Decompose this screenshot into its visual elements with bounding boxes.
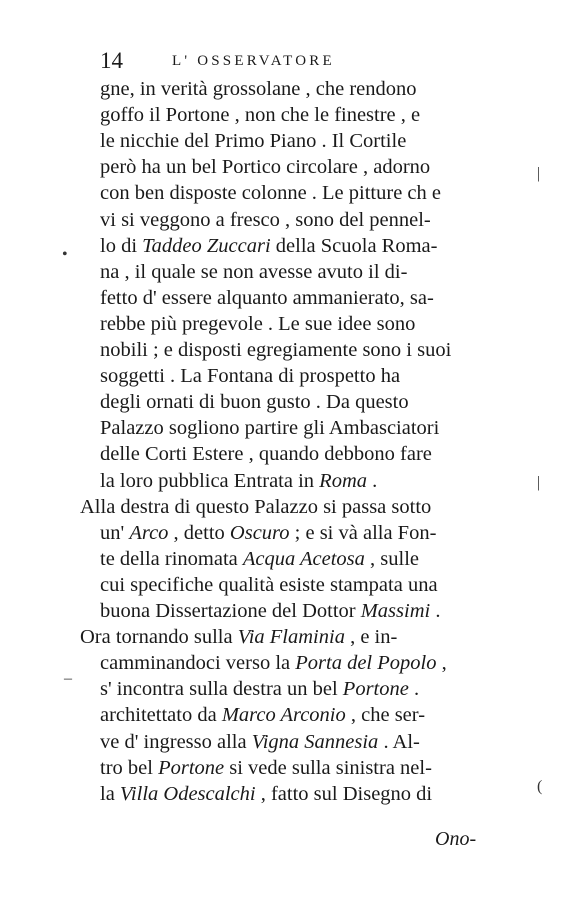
margin-mark-right: | [537,165,541,182]
text-line [80,624,397,650]
text-run: Ora tornando sulla [80,626,238,649]
italic-term: Vigna Sannesia [251,730,379,753]
text-line [100,650,447,676]
italic-term: Taddeo Zuccari [142,234,271,257]
text-run: ; e si và alla Fon- [289,521,437,544]
italic-term: Roma [319,469,367,492]
text-run: la [100,782,120,805]
text-line [100,233,437,259]
margin-mark-right: | [537,474,541,491]
text-run: . [430,600,441,622]
text-run: te della rinomata [100,547,243,570]
text-line [100,389,409,415]
text-line [100,676,419,702]
text-run: le nicchie del Primo Piano . Il Cortile [100,130,407,153]
italic-term: Villa Odescalchi [119,782,256,805]
text-line [100,311,415,337]
text-line [100,702,425,728]
text-run: soggetti . La Fontana di prospetto ha [100,365,401,388]
text-run: . [408,678,420,701]
text-run: cui specifiche qualità esiste stampata una [100,573,438,596]
text-run: ve d' ingresso alla [100,730,252,753]
text-line [100,102,420,128]
text-run: camminandoci verso la [100,652,296,675]
text-run: nobili ; e disposti egregiamente sono i suoi [100,339,452,361]
italic-term: Porta del Popolo [295,652,437,675]
text-line [100,755,432,781]
text-line [100,259,407,285]
text-line [100,781,432,807]
text-line [100,415,439,441]
text-run: con ben disposte colonne . Le pitture ch e [100,182,441,205]
running-title: L' OSSERVATORE [172,53,335,69]
text-run: si vede sulla sinistra nel- [224,756,432,779]
italic-term: Arco [129,521,169,544]
text-run: . [367,469,378,492]
page-number: 14 [100,48,123,73]
text-run: degli ornati di buon gusto . Da questo [100,391,409,414]
text-line [100,128,406,154]
text-run: , che ser- [345,704,426,727]
text-run: s' incontra sulla destra un bel [100,678,343,701]
text-run: , sulle [364,547,419,570]
text-run: architettato da [100,704,222,727]
text-line [100,154,430,180]
margin-mark-left: • [62,246,68,263]
italic-term: Via Flaminia [237,626,345,649]
text-line [100,441,432,467]
margin-mark-right: ( [537,778,543,795]
italic-term: Marco Arconio [221,704,346,727]
page-header [100,48,500,78]
text-line [100,520,436,546]
italic-term: Portone [342,678,409,701]
text-line [100,207,431,233]
text-line [100,180,441,206]
text-run: della Scuola Roma- [270,234,438,257]
text-run: , detto [168,521,230,544]
catchword: Ono- [435,828,477,850]
text-run: fetto d' essere alquanto ammanierato, sa- [100,286,434,309]
italic-term: Oscuro [229,521,290,544]
italic-term: Massimi [360,600,431,622]
text-run: delle Corti Estere , quando debbono fare [100,443,432,466]
margin-mark-left: – [64,670,72,687]
text-line [100,285,434,311]
text-run: . Al- [378,730,420,753]
text-run: , fatto sul Disegno di [255,782,433,805]
text-line [100,729,420,755]
text-run: però ha un bel Portico circolare , adorno [100,156,431,179]
text-run: la loro pubblica Entrata in [100,469,320,492]
text-line [100,363,400,389]
text-run: vi si veggono a fresco , sono del pennel- [100,208,431,231]
text-run: goffo il Portone , non che le finestre , e [100,104,421,127]
text-line [100,598,440,624]
italic-term: Acqua Acetosa [242,547,365,570]
text-run: , [436,652,447,675]
text-run: lo di [100,234,143,257]
text-run: na , il quale se non avesse avuto il di- [100,260,408,283]
text-line [80,494,431,520]
text-run: rebbe più pregevole . Le sue idee sono [100,312,416,335]
text-line [100,76,417,102]
text-line [100,337,451,363]
text-run: , e in- [344,626,398,649]
text-line [100,468,377,494]
text-run: tro bel [100,756,159,779]
italic-term: Portone [158,756,225,779]
text-line [100,572,438,598]
text-run: buona Dissertazione del Dottor [100,600,361,622]
text-run: gne, in verità grossolane , che rendono [100,78,417,100]
text-run: Palazzo sogliono partire gli Ambasciatori [100,417,440,440]
text-run: Alla destra di questo Palazzo si passa sotto [80,495,432,518]
text-line [100,546,419,572]
text-run: un' [100,521,130,544]
